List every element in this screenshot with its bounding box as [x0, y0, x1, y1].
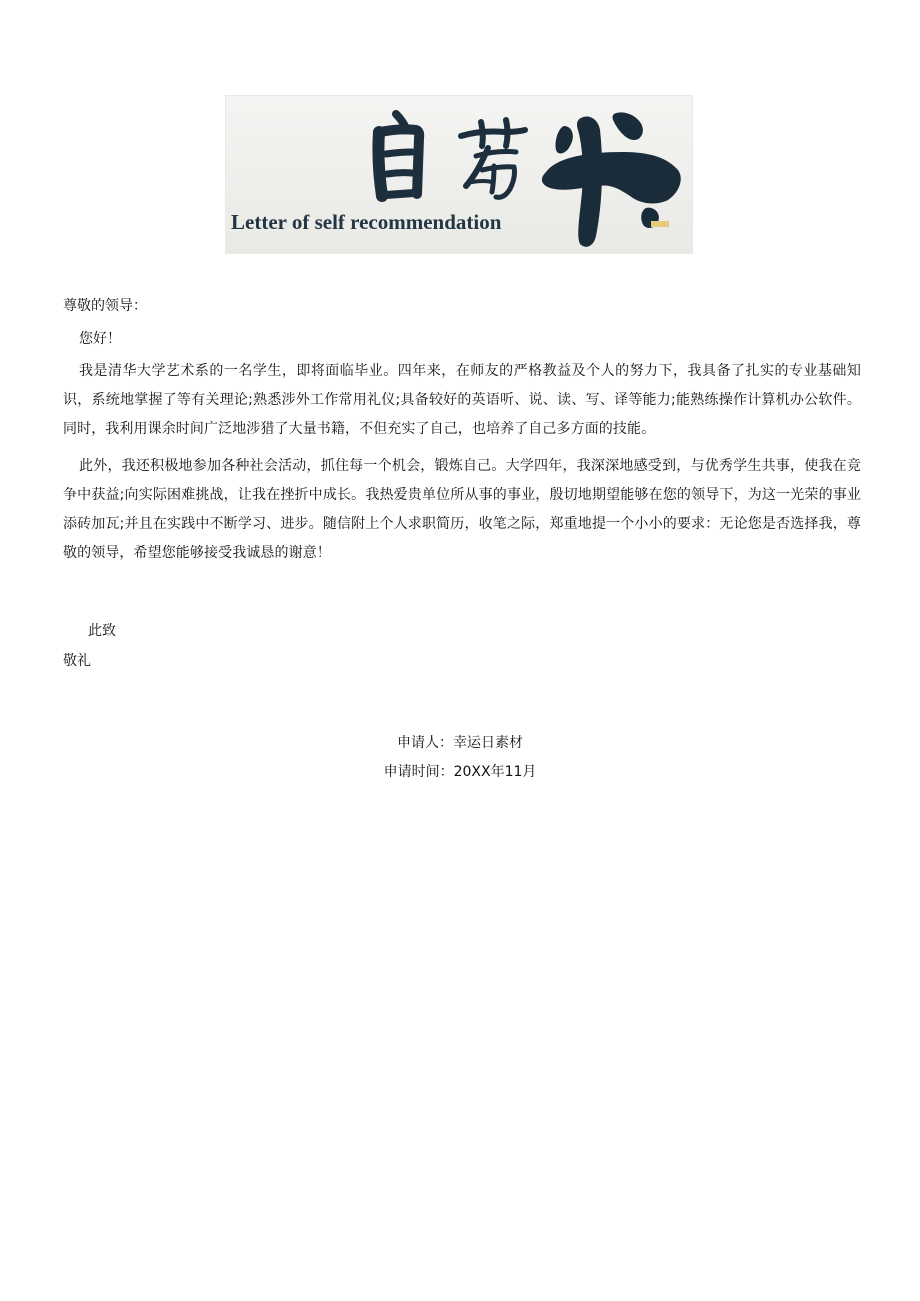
- signature-block: [0, 729, 920, 787]
- header-banner-image: [225, 95, 693, 254]
- letter-paragraph-2: 此外，我还积极地参加各种社会活动，抓住每一个机会，锻炼自己。大学四年，我深深地感受到，与优秀学生共事，使我在竞争中获益;向实际困难挑战，让我在挫折中成长。我热爱贵单位所从事的事业，殷切地期望能够在您的领导下，为这一光荣的事业添砖加瓦;并且在实践中不断学习、进步。随信附上个人求职简历，收笔之际，郑重地提一个小小的要求：无论您是否选择我，尊敬的领导，希望您能够接受我诚恳的谢意！: [63, 458, 861, 561]
- letter-greeting: 您好！: [79, 331, 121, 347]
- gold-stamp-mark: [651, 221, 669, 227]
- letter-closing-line-1: 此致: [88, 623, 116, 639]
- letter-salutation: 尊敬的领导：: [63, 298, 147, 314]
- letter-closing-line-2: 敬礼: [63, 653, 91, 669]
- banner-english-subtitle: Letter of self recommendation: [231, 210, 502, 234]
- applicant-name: 申请人：幸运日素材: [397, 735, 523, 751]
- application-date: 申请时间：20XX年11月: [383, 764, 537, 780]
- letter-paragraph-1: 我是清华大学艺术系的一名学生，即将面临毕业。四年来，在师友的严格教益及个人的努力下，我具备了扎实的专业基础知识，系统地掌握了等有关理论;熟悉涉外工作常用礼仪;具备较好的英语听、说、读、写、译等能力;能熟练操作计算机办公软件。同时，我利用课余时间广泛地涉猎了大量书籍，不但充实了自己，也培养了自己多方面的技能。: [63, 363, 861, 437]
